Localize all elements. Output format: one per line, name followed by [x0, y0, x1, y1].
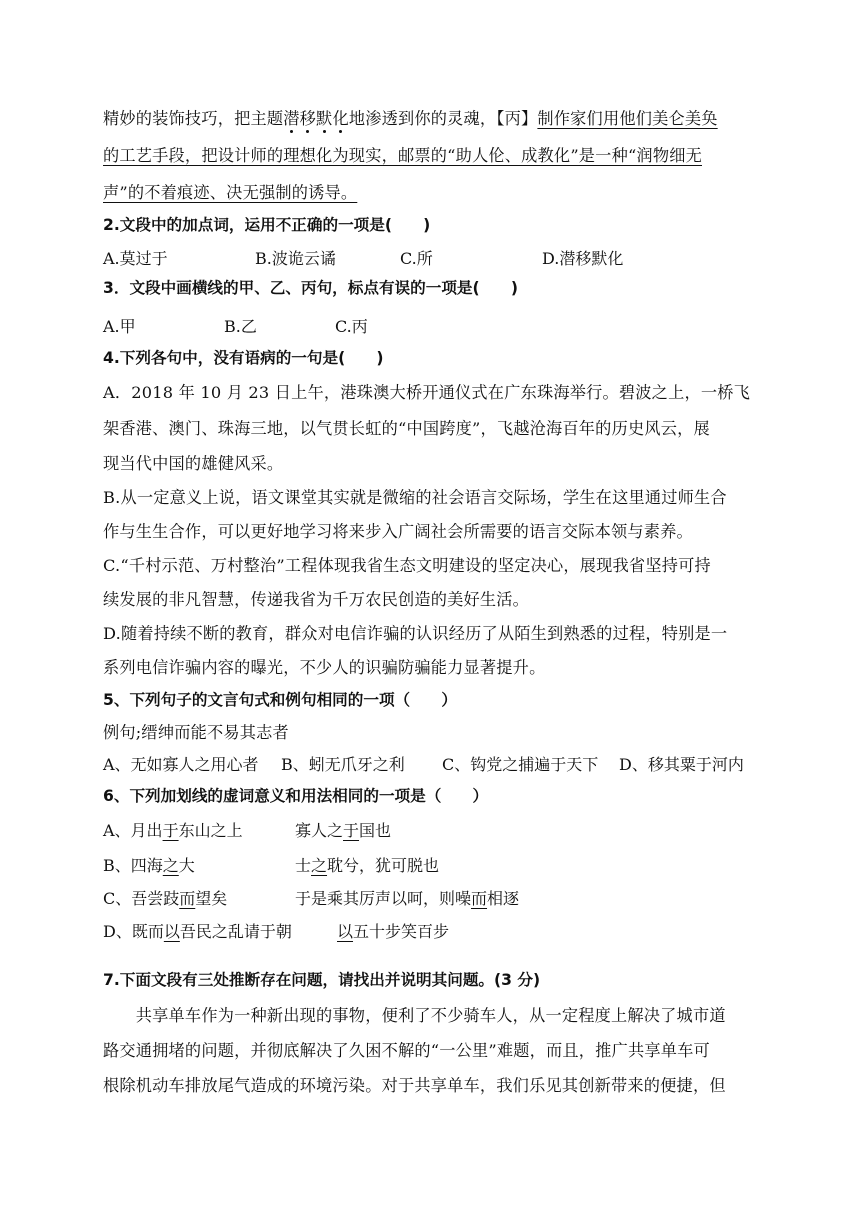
q6-text: 于是乘其厉声以呵，则噪	[295, 889, 472, 908]
option-a: A.甲	[103, 317, 136, 336]
q6-option-b	[103, 853, 439, 876]
q6-text: 东山之上	[178, 821, 243, 840]
underlined-word: 以	[163, 922, 180, 941]
passage-line-1	[103, 105, 718, 129]
q4-option-c-line-2: 续发展的非凡智慧，传递我省为千万农民创造的美好生活。	[103, 590, 530, 609]
underlined-word: 而	[179, 889, 196, 908]
underlined-word: 而	[471, 889, 488, 908]
question-2-stem: 2.文段中的加点词，运用不正确的一项是( )	[103, 216, 431, 234]
option-c: C、钩党之捕遍于天下	[442, 755, 599, 774]
option-b: B.波诡云谲	[255, 249, 336, 268]
question-3-options	[103, 314, 368, 337]
dotted-char: 移	[299, 109, 317, 128]
q4-option-c-line-1: C.“千村示范、万村整治”工程体现我省生态文明建设的坚定决心，展现我省坚持可持	[103, 556, 711, 575]
underlined-word: 于	[343, 821, 360, 840]
q4-option-a-line-2: 架香港、澳门、珠海三地，以气贯长虹的“中国跨度”，飞越沧海百年的历史风云，展	[103, 419, 710, 438]
option-d: D、移其粟于河内	[619, 755, 744, 774]
q6-text: 国也	[359, 821, 392, 840]
passage-line-3: 声”的不着痕迹、决无强制的诱导。	[103, 183, 358, 202]
q4-option-b-line-1: B.从一定意义上说，语文课堂其实就是微缩的社会语言交际场，学生在这里通过师生合	[103, 488, 727, 507]
dotted-char: 默	[316, 109, 333, 128]
q6-text: 五十步笑百步	[353, 922, 450, 941]
option-a: A、无如寡人之用心者	[103, 755, 259, 774]
q4-option-d-line-2: 系列电信诈骗内容的曝光，不少人的识骗防骗能力显著提升。	[103, 658, 546, 677]
q7-passage-line-3: 根除机动车排放尾气造成的环境污染。对于共享单车，我们乐见其创新带来的便捷，但	[103, 1076, 726, 1095]
option-c: C.丙	[335, 317, 368, 336]
underlined-word: 于	[162, 821, 179, 840]
option-a: A.莫过于	[103, 249, 168, 268]
q6-option-d	[103, 919, 449, 942]
q6-text: 相逐	[487, 889, 520, 908]
q6-text: 士	[295, 856, 312, 875]
question-7-stem: 7.下面文段有三处推断存在问题，请找出并说明其问题。(3 分)	[103, 971, 541, 989]
dotted-char: 潜	[283, 109, 300, 128]
option-d: D.潜移默化	[542, 249, 624, 268]
option-b: B、蚓无爪牙之利	[281, 755, 405, 774]
question-2-options	[103, 246, 623, 269]
q6-text: 望矣	[195, 889, 228, 908]
q5-example: 例句;缙绅而能不易其志者	[103, 723, 289, 742]
q6-option-c	[103, 886, 519, 909]
q7-passage-line-2: 路交通拥堵的问题，并彻底解决了久困不解的“一公里”难题，而且，推广共享单车可	[103, 1041, 710, 1060]
question-4-stem: 4.下列各句中，没有语病的一句是( )	[103, 349, 384, 367]
option-b: B.乙	[224, 317, 257, 336]
q6-text: 吾民之乱请于朝	[179, 922, 292, 941]
q6-text: A、月出	[103, 821, 163, 840]
dotted-char: 化	[332, 109, 349, 128]
underlined-sentence: 制作家们用他们美仑美奂	[537, 109, 718, 128]
option-c: C.所	[400, 249, 433, 268]
q6-text: D、既而	[103, 922, 164, 941]
question-3-stem: 3．文段中画横线的甲、乙、丙句，标点有误的一项是( )	[103, 279, 518, 297]
underlined-word: 以	[337, 922, 354, 941]
underlined-word: 之	[311, 856, 328, 875]
passage-text: 地渗透到你的灵魂，【丙】	[348, 109, 538, 128]
q4-option-d-line-1: D.随着持续不断的教育，群众对电信诈骗的认识经历了从陌生到熟悉的过程，特别是一	[103, 624, 728, 643]
q6-text: 大	[178, 856, 195, 875]
q6-option-a	[103, 818, 391, 841]
q6-text: 耽兮，犹可脱也	[327, 856, 440, 875]
passage-text: 精妙的装饰技巧，把主题	[103, 109, 284, 128]
q4-option-b-line-2: 作与生生合作，可以更好地学习将来步入广阔社会所需要的语言交际本领与素养。	[103, 522, 693, 541]
question-6-stem: 6、下列加划线的虚词意义和用法相同的一项是（ ）	[103, 787, 489, 805]
q7-passage-line-1: 共享单车作为一种新出现的事物，便利了不少骑车人，从一定程度上解决了城市道	[103, 1006, 726, 1025]
q6-text: B、四海	[103, 856, 163, 875]
passage-line-2: 的工艺手段，把设计师的理想化为现实，邮票的“助人伦、成教化”是一种“润物细无	[103, 146, 702, 165]
q4-option-a-line-1: A．2018 年 10 月 23 日上午，港珠澳大桥开通仪式在广东珠海举行。碧波之上，一桥飞	[103, 383, 751, 402]
underlined-word: 之	[162, 856, 179, 875]
q4-option-a-line-3: 现当代中国的雄健风采。	[103, 454, 284, 473]
q6-text: C、吾尝跂	[103, 889, 180, 908]
question-5-stem: 5、下列句子的文言句式和例句相同的一项（ ）	[103, 691, 457, 709]
question-5-options	[103, 752, 744, 775]
q6-text: 寡人之	[295, 821, 344, 840]
